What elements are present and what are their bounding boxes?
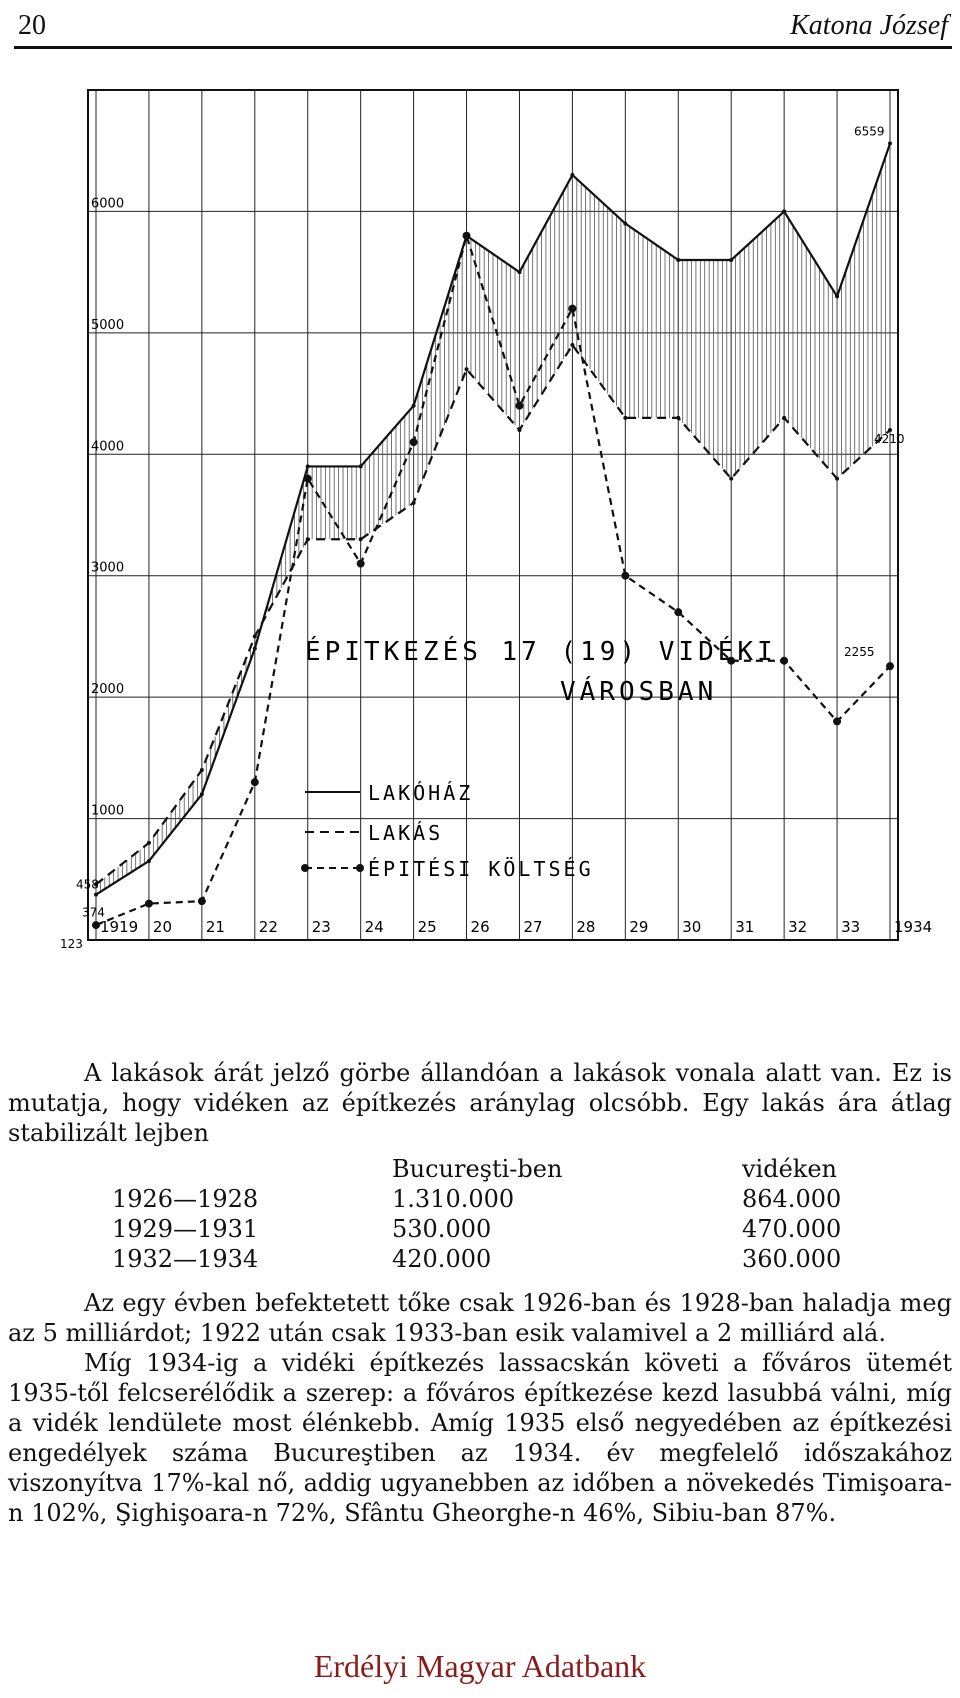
x-tick-label: 28: [576, 918, 596, 936]
data-point: [676, 258, 680, 262]
row-videken: 360.000: [742, 1245, 842, 1273]
y-tick-label: 6000: [91, 196, 125, 212]
header-bucuresti: Bucureşti-ben: [392, 1155, 563, 1183]
y-tick-label: 5000: [91, 317, 125, 333]
data-point: [780, 657, 788, 665]
chart-title: ÉPITKEZÉS 17 (19) VIDÉKI: [305, 637, 777, 667]
data-point: [251, 778, 259, 786]
x-tick-label: 31: [735, 918, 755, 936]
data-point: [94, 893, 98, 897]
price-table: [8, 1154, 942, 1274]
data-point: [200, 768, 204, 772]
data-point: [621, 572, 629, 580]
x-tick-label: 20: [152, 918, 173, 936]
data-point: [835, 294, 839, 298]
data-point: [306, 537, 310, 541]
x-tick-label: 25: [417, 918, 437, 936]
data-point: [412, 404, 416, 408]
data-point: [253, 647, 257, 651]
chart-legend: [301, 781, 594, 881]
x-tick-label: 33: [841, 918, 861, 936]
x-tick-label: 24: [364, 918, 384, 936]
header-videken: vidéken: [742, 1155, 838, 1183]
data-point: [570, 173, 574, 177]
data-point: [145, 900, 153, 908]
price-table-header: [8, 1154, 942, 1184]
data-point: [304, 475, 312, 483]
data-point: [729, 258, 733, 262]
x-tick-label: 23: [311, 918, 331, 936]
paragraph-2: Az egy évben befektetett tőke csak 1926-ban és 1928-ban haladja meg az 5 milliárdot; 1922 után csak 1933-ban esik valamivel a 2 milliárd alá.: [8, 1289, 952, 1347]
data-point: [517, 270, 521, 274]
x-tick-label: 26: [470, 918, 490, 936]
data-point: [729, 477, 733, 481]
x-tick-label: 1919: [100, 918, 139, 936]
x-tick-label: 22: [258, 918, 278, 936]
data-point: [198, 897, 206, 905]
running-title: Katona József: [790, 10, 948, 41]
table-row: [8, 1214, 942, 1244]
data-point: [515, 402, 523, 410]
legend-label: ÉPITÉSI KÖLTSÉG: [368, 857, 594, 881]
data-point: [410, 438, 418, 446]
data-point: [359, 464, 363, 468]
row-bucuresti: 530.000: [392, 1215, 492, 1243]
chart-title-group: [305, 635, 777, 707]
page-number: 20: [18, 10, 46, 41]
data-point: [306, 464, 310, 468]
table-row: [8, 1244, 942, 1274]
data-point: [886, 662, 894, 670]
data-point: [835, 477, 839, 481]
data-point: [465, 367, 469, 371]
annotation-label: 6559: [854, 124, 885, 139]
paragraph-3: Míg 1934-ig a vidéki építkezés lassacskán követi a főváros ütemét 1935-től felcserélődik a szerep: a főváros építkezése kezd lasubbá válni, míg a vidék lendülete most élénkebb. Amíg 1935 első negyedében az építkezési engedélyek száma Bucureştiben az 1934. év megfelelő időszakához viszonyítva 17%-kal nő, addig ugyanebben az időben a növekedés Timişoara-n 102%, Şighişoara-n 72%, Sfântu Gheorghe-n 46%, Sibiu-ban 87%.: [8, 1349, 952, 1527]
annotation-label: 4210: [874, 431, 905, 446]
legend-marker: [356, 864, 364, 872]
data-point: [888, 142, 892, 146]
legend-marker: [301, 864, 309, 872]
data-point: [623, 416, 627, 420]
annotation-label: 2255: [844, 645, 875, 660]
footer-watermark: Erdélyi Magyar Adatbank: [313, 1648, 647, 1684]
row-bucuresti: 1.310.000: [392, 1185, 515, 1213]
legend-label: LAKÁS: [368, 821, 444, 845]
data-point: [570, 343, 574, 347]
chart-annotations: [60, 125, 905, 951]
data-point: [200, 792, 204, 796]
y-tick-label: 2000: [91, 682, 125, 698]
data-point: [359, 537, 363, 541]
data-point: [357, 560, 365, 568]
data-point: [623, 222, 627, 226]
page-header: [14, 6, 952, 49]
row-bucuresti: 420.000: [392, 1245, 492, 1273]
data-point: [412, 501, 416, 505]
table-row: [8, 1184, 942, 1214]
data-point: [463, 232, 471, 240]
data-point: [253, 634, 257, 638]
data-point: [674, 608, 682, 616]
line-chart: [0, 60, 960, 1050]
chart-hatching: [96, 144, 890, 895]
legend-label: LAKÓHÁZ: [368, 781, 474, 805]
y-tick-label: 3000: [91, 560, 125, 576]
annotation-label: 458: [76, 877, 99, 892]
x-tick-label: 29: [629, 918, 649, 936]
row-period: 1929—1931: [112, 1215, 259, 1243]
annotation-label: 123: [60, 937, 83, 951]
chart-title: VÁROSBAN: [560, 677, 718, 707]
data-point: [782, 209, 786, 213]
x-tick-label: 21: [205, 918, 225, 936]
data-point: [147, 841, 151, 845]
row-period: 1926—1928: [112, 1185, 259, 1213]
x-tick-label: 1934: [894, 918, 933, 936]
x-tick-label: 32: [788, 918, 808, 936]
x-tick-label: 27: [523, 918, 543, 936]
paragraph-1: A lakások árát jelző görbe állandóan a lakások vonala alatt van. Ez is mutatja, hogy vidéken az építkezés aránylag olcsóbb. Egy lakás ára átlag stabilizált lejben: [8, 1059, 952, 1147]
annotation-label: 374: [82, 905, 105, 920]
data-point: [147, 859, 151, 863]
data-point: [92, 921, 100, 929]
row-period: 1932—1934: [112, 1245, 259, 1273]
data-point: [782, 416, 786, 420]
row-videken: 470.000: [742, 1215, 842, 1243]
article-body: [8, 1058, 952, 1528]
x-tick-label: 30: [682, 918, 702, 936]
y-tick-label: 4000: [91, 439, 125, 455]
data-point: [833, 717, 841, 725]
data-point: [676, 416, 680, 420]
data-point: [517, 428, 521, 432]
y-tick-label: 1000: [91, 803, 125, 819]
row-videken: 864.000: [742, 1185, 842, 1213]
data-point: [568, 305, 576, 313]
